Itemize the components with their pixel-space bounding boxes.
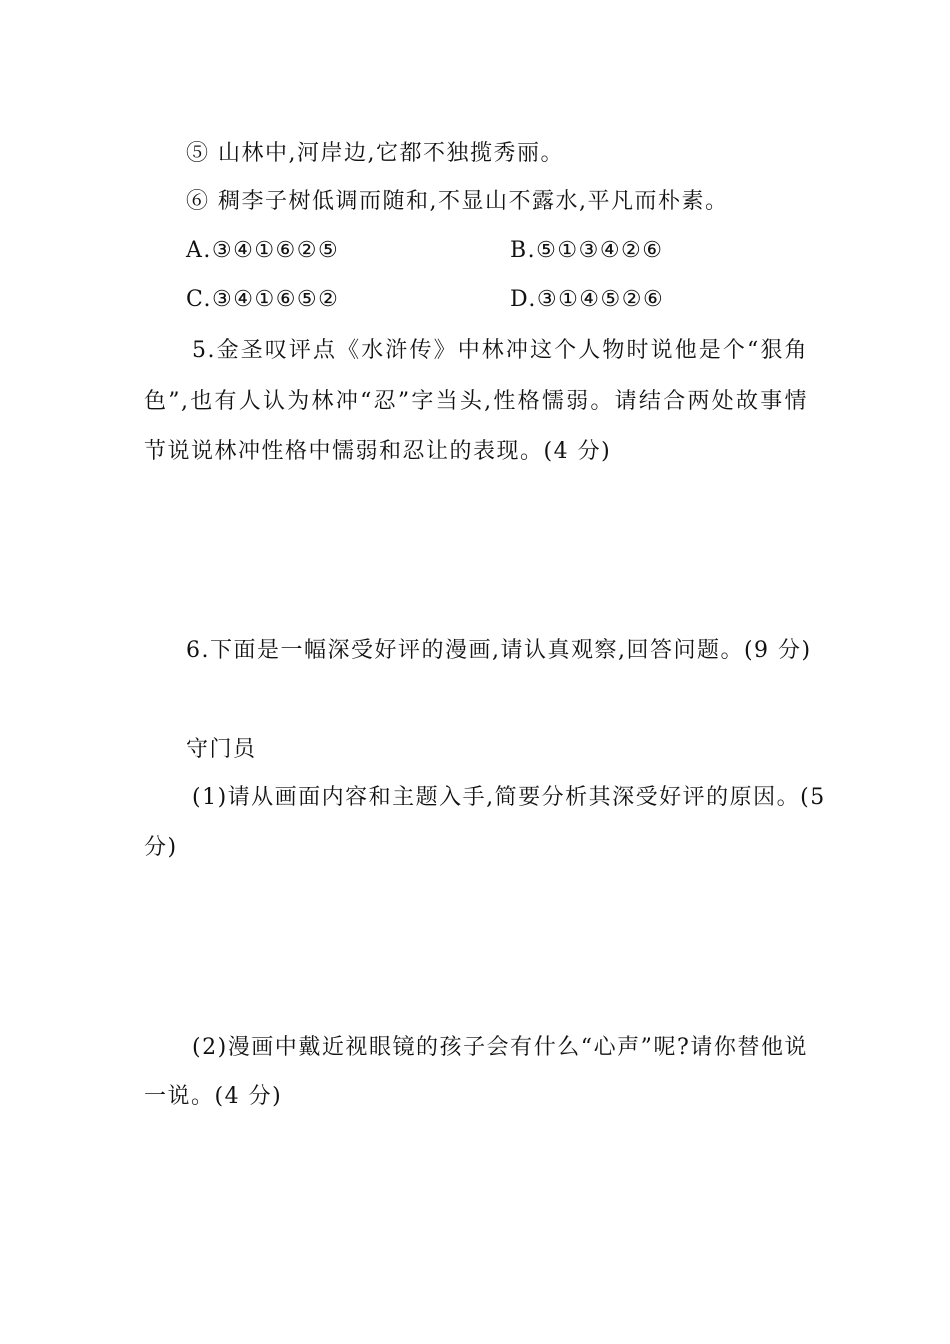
question-6-part-2-line-1: (2)漫画中戴近视眼镜的孩子会有什么“心声”呢?请你替他说 [192,1035,808,1060]
option-a: A.③④①⑥②⑤ [186,238,340,263]
question-5-line-1: 5.金圣叹评点《水浒传》中林冲这个人物时说他是个“狠角 [192,338,808,363]
sentence-6: ⑥ 稠李子树低调而随和,不显山不露水,平凡而朴素。 [186,189,729,214]
question-6-part-1-line-1: (1)请从画面内容和主题入手,简要分析其深受好评的原因。(5 [192,785,826,810]
cartoon-caption: 守门员 [186,737,257,762]
option-c: C.③④①⑥⑤② [186,287,340,312]
question-5-line-3: 节说说林冲性格中懦弱和忍让的表现。(4 分) [144,439,612,464]
option-b: B.⑤①③④②⑥ [510,238,664,263]
question-5-line-2: 色”,也有人认为林冲“忍”字当头,性格懦弱。请结合两处故事情 [144,389,808,414]
sentence-5: ⑤ 山林中,河岸边,它都不独揽秀丽。 [186,141,564,166]
question-6-intro: 6.下面是一幅深受好评的漫画,请认真观察,回答问题。(9 分) [186,638,812,663]
question-6-part-1-line-2: 分) [144,835,178,860]
question-6-part-2-line-2: 一说。(4 分) [144,1084,283,1109]
option-d: D.③①④⑤②⑥ [510,287,665,312]
